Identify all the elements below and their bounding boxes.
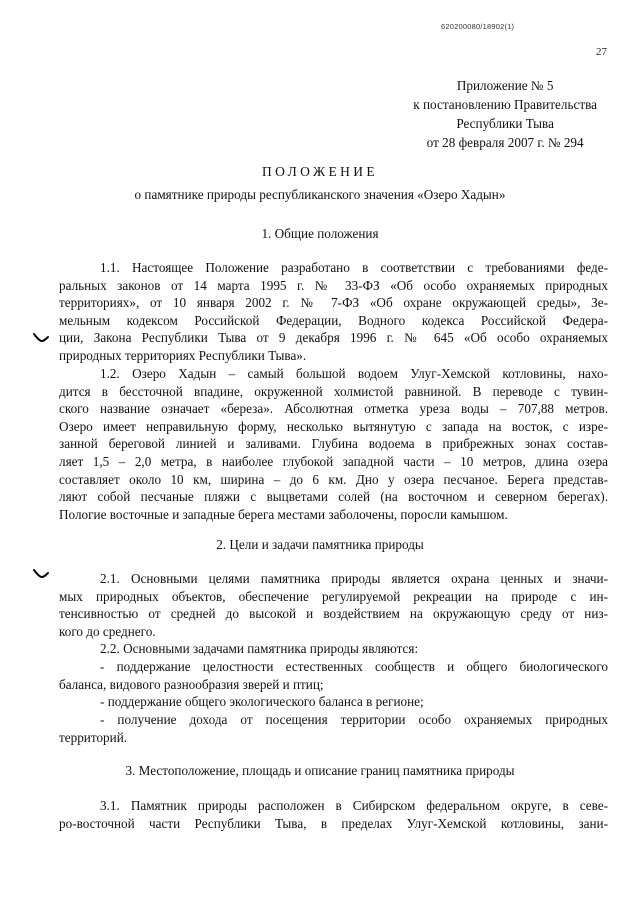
text-line: 1.2. Озеро Хадын – самый большой водоем Улуг-Хемской котловины, нахо-: [100, 366, 608, 381]
text-line: 2.2. Основными задачами памятника природы являются:: [100, 641, 419, 656]
text-line: 2.1. Основными целями памятника природы является охрана ценных и значи-: [100, 571, 608, 586]
text-line: - получение дохода от посещения территории особо охраняемых природных: [100, 712, 608, 727]
text-line: дится в бессточной впадине, окруженной холмистой равниной. В переводе с тувин-: [59, 383, 608, 399]
text-line: природных территориях Республики Тыва».: [59, 347, 307, 363]
text-line: - поддержание общего экологического баланса в регионе;: [100, 694, 424, 709]
list-item: [59, 711, 608, 746]
text-line: Пологие восточные и западные берега местами заболочены, поросли камышом.: [59, 506, 508, 522]
text-line: территориях», от 10 января 2002 г. № 7-ФЗ «Об охране окружающей среды», Зе-: [59, 295, 608, 311]
appendix-line: Приложение № 5: [456, 78, 554, 93]
text-line: ляет 1,5 – 2,0 метра, в наиболее глубокой западной части – 10 метров, длина озера: [59, 453, 608, 469]
appendix-line: Республики Тыва: [456, 116, 554, 131]
text-line: территорий.: [59, 729, 128, 745]
page-number: 27: [596, 46, 607, 58]
paragraph-1-2: [59, 365, 608, 523]
text-line: Озеро имеет неправильную форму, несколько вытянутую с запада на восток, с изре-: [59, 418, 608, 434]
list-item: [59, 658, 608, 693]
section-heading: 2. Цели и задачи памятника природы: [216, 537, 424, 552]
text-line: мых природных объектов, обеспечение регулируемой рекреации на природе с ин-: [59, 588, 608, 604]
text-line: тенсивностью от средней до высокой и воздействием на окружающую среду от низ-: [59, 606, 608, 622]
paragraph-2-1: [59, 570, 608, 640]
text-line: 3.1. Памятник природы расположен в Сибирском федеральном округе, в севе-: [100, 798, 608, 813]
section-heading: 1. Общие положения: [261, 226, 379, 241]
appendix-line: к постановлению Правительства: [413, 97, 597, 112]
text-line: ляют собой песчаные пляжи с выцветами солей (на восточном и северном берегах).: [59, 489, 608, 505]
paragraph-1-1: [59, 259, 608, 365]
document-id: 620200080/18902(1): [441, 22, 515, 31]
check-mark-icon: [33, 332, 49, 344]
appendix-block: [413, 76, 597, 152]
text-line: ского название означает «береза». Абсолютная отметка уреза воды – 707,88 метров.: [59, 401, 608, 417]
text-line: мельным кодексом Российской Федерации, Водного кодекса Российской Федера-: [59, 312, 608, 328]
text-line: кого до среднего.: [59, 623, 156, 639]
text-line: занной береговой линией и заливами. Глубина водоема в прибрежных зонах состав-: [59, 436, 608, 452]
section-heading: 3. Местоположение, площадь и описание границ памятника природы: [125, 763, 515, 778]
text-line: 1.1. Настоящее Положение разработано в соответствии с требованиями феде-: [100, 260, 608, 275]
list-item: [59, 693, 608, 711]
paragraph-3-1: [59, 797, 608, 832]
text-line: - поддержание целостности естественных сообществ и общего биологического: [100, 659, 608, 674]
document-subtitle: о памятнике природы республиканского значения «Озеро Хадын»: [134, 187, 506, 202]
document-title: ПОЛОЖЕНИЕ: [261, 164, 379, 179]
appendix-line: от 28 февраля 2007 г. № 294: [426, 135, 584, 150]
text-line: ральных законов от 14 марта 1995 г. № 33-ФЗ «Об особо охраняемых природных: [59, 277, 608, 293]
text-line: ро-восточной части Республики Тыва, в пределах Улуг-Хемской котловины, зани-: [59, 815, 608, 831]
check-mark-icon: [33, 568, 49, 580]
text-line: баланса, видового разнообразия зверей и птиц;: [59, 676, 324, 692]
text-line: ции, Закона Республики Тыва от 9 декабря 1996 г. № 645 «Об особо охраняемых: [59, 330, 608, 346]
text-line: составляет около 10 км, ширина – до 6 км. Дно у озера песчаное. Берега представ-: [59, 471, 608, 487]
paragraph-2-2: [59, 640, 608, 658]
